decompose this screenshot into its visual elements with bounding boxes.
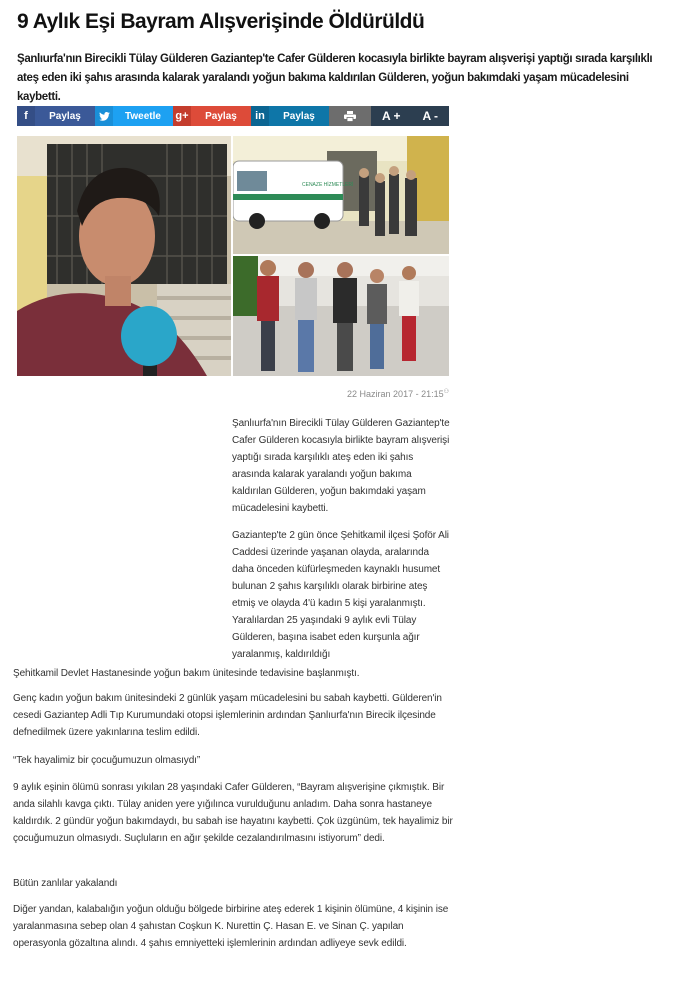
linkedin-icon: in — [251, 106, 269, 126]
linkedin-share-label: Paylaş — [283, 110, 315, 122]
article-paragraph-3 — [13, 690, 453, 741]
paragraph: Şanlıurfa'nın Birecikli Tülay Gülderen Gaziantep'te Cafer Gülderen kocasıyla birlikte bayram alışverişi yaptığı sırada karşılıklı ateş eden iki şahıs arasında kalarak yaralandı yoğun bakıma kaldırılan Gülderen, yoğun bakımdaki yaşam mücadelesini kaybetti. — [232, 418, 450, 514]
paragraph: Genç kadın yoğun bakım ünitesindeki 2 günlük yaşam mücadelesini bu sabah kaybetti. Gülderen'in cesedi Gaziantep Adli Tıp Kurumundaki otopsi işlemlerinin ardından Şanlıurfa'nın Birecik ilçesinde defnedilmek üzere yakınlarına teslim edildi. — [13, 693, 442, 738]
article-subheading-quote — [13, 752, 453, 769]
print-button[interactable] — [329, 106, 371, 126]
twitter-icon — [95, 106, 113, 126]
article-column-paragraph-1 — [232, 415, 450, 517]
facebook-share-label: Paylaş — [49, 110, 81, 122]
twitter-share-label: Tweetle — [125, 110, 161, 122]
font-size-controls — [371, 106, 449, 126]
facebook-share-button[interactable] — [17, 106, 95, 126]
paragraph: Diğer yandan, kalabalığın yoğun olduğu bölgede birbirine ateş ederek 1 kişinin ölümüne, 4 kişinin ise yaralanmasına sebep olan 4 şahıstan Coşkun K. Nurettin Ç. Hasan E. ve Sinan Ç. yapılan operasyonla gözaltına alındı. 4 şahıs emniyetteki işlemlerinin ardından adliyeye sevk edildi. — [13, 904, 449, 949]
article-column-paragraph-2 — [232, 527, 450, 663]
article-full-paragraph-2-end — [13, 665, 453, 682]
ambulance-text: CENAZE HİZMETLERİ — [302, 182, 354, 188]
news-photo-collage — [17, 136, 449, 376]
googleplus-share-label: Paylaş — [205, 110, 237, 122]
printer-icon — [344, 111, 356, 122]
linkedin-share-button[interactable] — [251, 106, 329, 126]
article-photo — [17, 136, 449, 376]
googleplus-share-button[interactable] — [173, 106, 251, 126]
article-paragraph-5 — [13, 901, 453, 952]
font-increase-button[interactable]: A + — [381, 109, 401, 123]
share-bar — [17, 106, 449, 126]
subheading: Bütün zanlılar yakalandı — [13, 878, 118, 889]
article-title: 9 Aylık Eşi Bayram Alışverişinde Öldürüldü — [17, 10, 425, 33]
paragraph: 9 aylık eşinin ölümü sonrası yıkılan 28 yaşındaki Cafer Gülderen, “Bayram alışverişine çıkmıştık. Bir anda silahlı kavga çıktı. Tülay aniden yere yığılınca vurulduğunu anladım. Daha sonra hastaneye kaldırdık. 2 gündür yoğun bakımdaydı, bu sabah ise hayatını kaybetti. Çok üzgünüm, tek hayalimiz bir çocuğumuzun olmasıydı. Suçluların en ağır şekilde cezalandırılmasını istiyorum” dedi. — [13, 782, 453, 844]
twitter-share-button[interactable] — [95, 106, 173, 126]
paragraph: Gaziantep'te 2 gün önce Şehitkamil ilçesi Şoför Ali Caddesi üzerinde yaşanan olayda, aralarında daha önceden küfürleşmeden kaynaklı husumet bulunan 2 şahıs karşılıklı olarak birbirine ateş etmiş ve olayda 4'ü kadın 5 kişi yaralanmıştı. Yaralılardan 25 yaşındaki 9 aylık evli Tülay Gülderen, başına isabet eden kurşunla ağır yaralanmış, kaldırıldığı — [232, 530, 449, 660]
subheading: “Tek hayalimiz bir çocuğumuzun olmasıydı” — [13, 755, 201, 766]
publish-date: 22 Haziran 2017 - 21:15⚇ — [347, 389, 449, 399]
font-decrease-button[interactable]: A - — [422, 109, 439, 123]
article-paragraph-4 — [13, 779, 453, 847]
facebook-icon: f — [17, 106, 35, 126]
article-lead: Şanlıurfa'nın Birecikli Tülay Gülderen Gaziantep'te Cafer Gülderen kocasıyla birlikte bayram alışverişi yaptığı sırada karşılıklı ateş eden iki şahıs arasında kalarak yaralandı yoğun bakıma kaldırılan Gülderen, yoğun bakımdaki yaşam mücadelesini kaybetti. — [17, 53, 653, 103]
googleplus-icon: g+ — [173, 106, 191, 126]
article-subheading-caught — [13, 875, 453, 892]
paragraph: Şehitkamil Devlet Hastanesinde yoğun bakım ünitesinde tedavisine başlanmıştı. — [13, 668, 360, 679]
publish-date-text: 22 Haziran 2017 - 21:15 — [347, 389, 444, 399]
